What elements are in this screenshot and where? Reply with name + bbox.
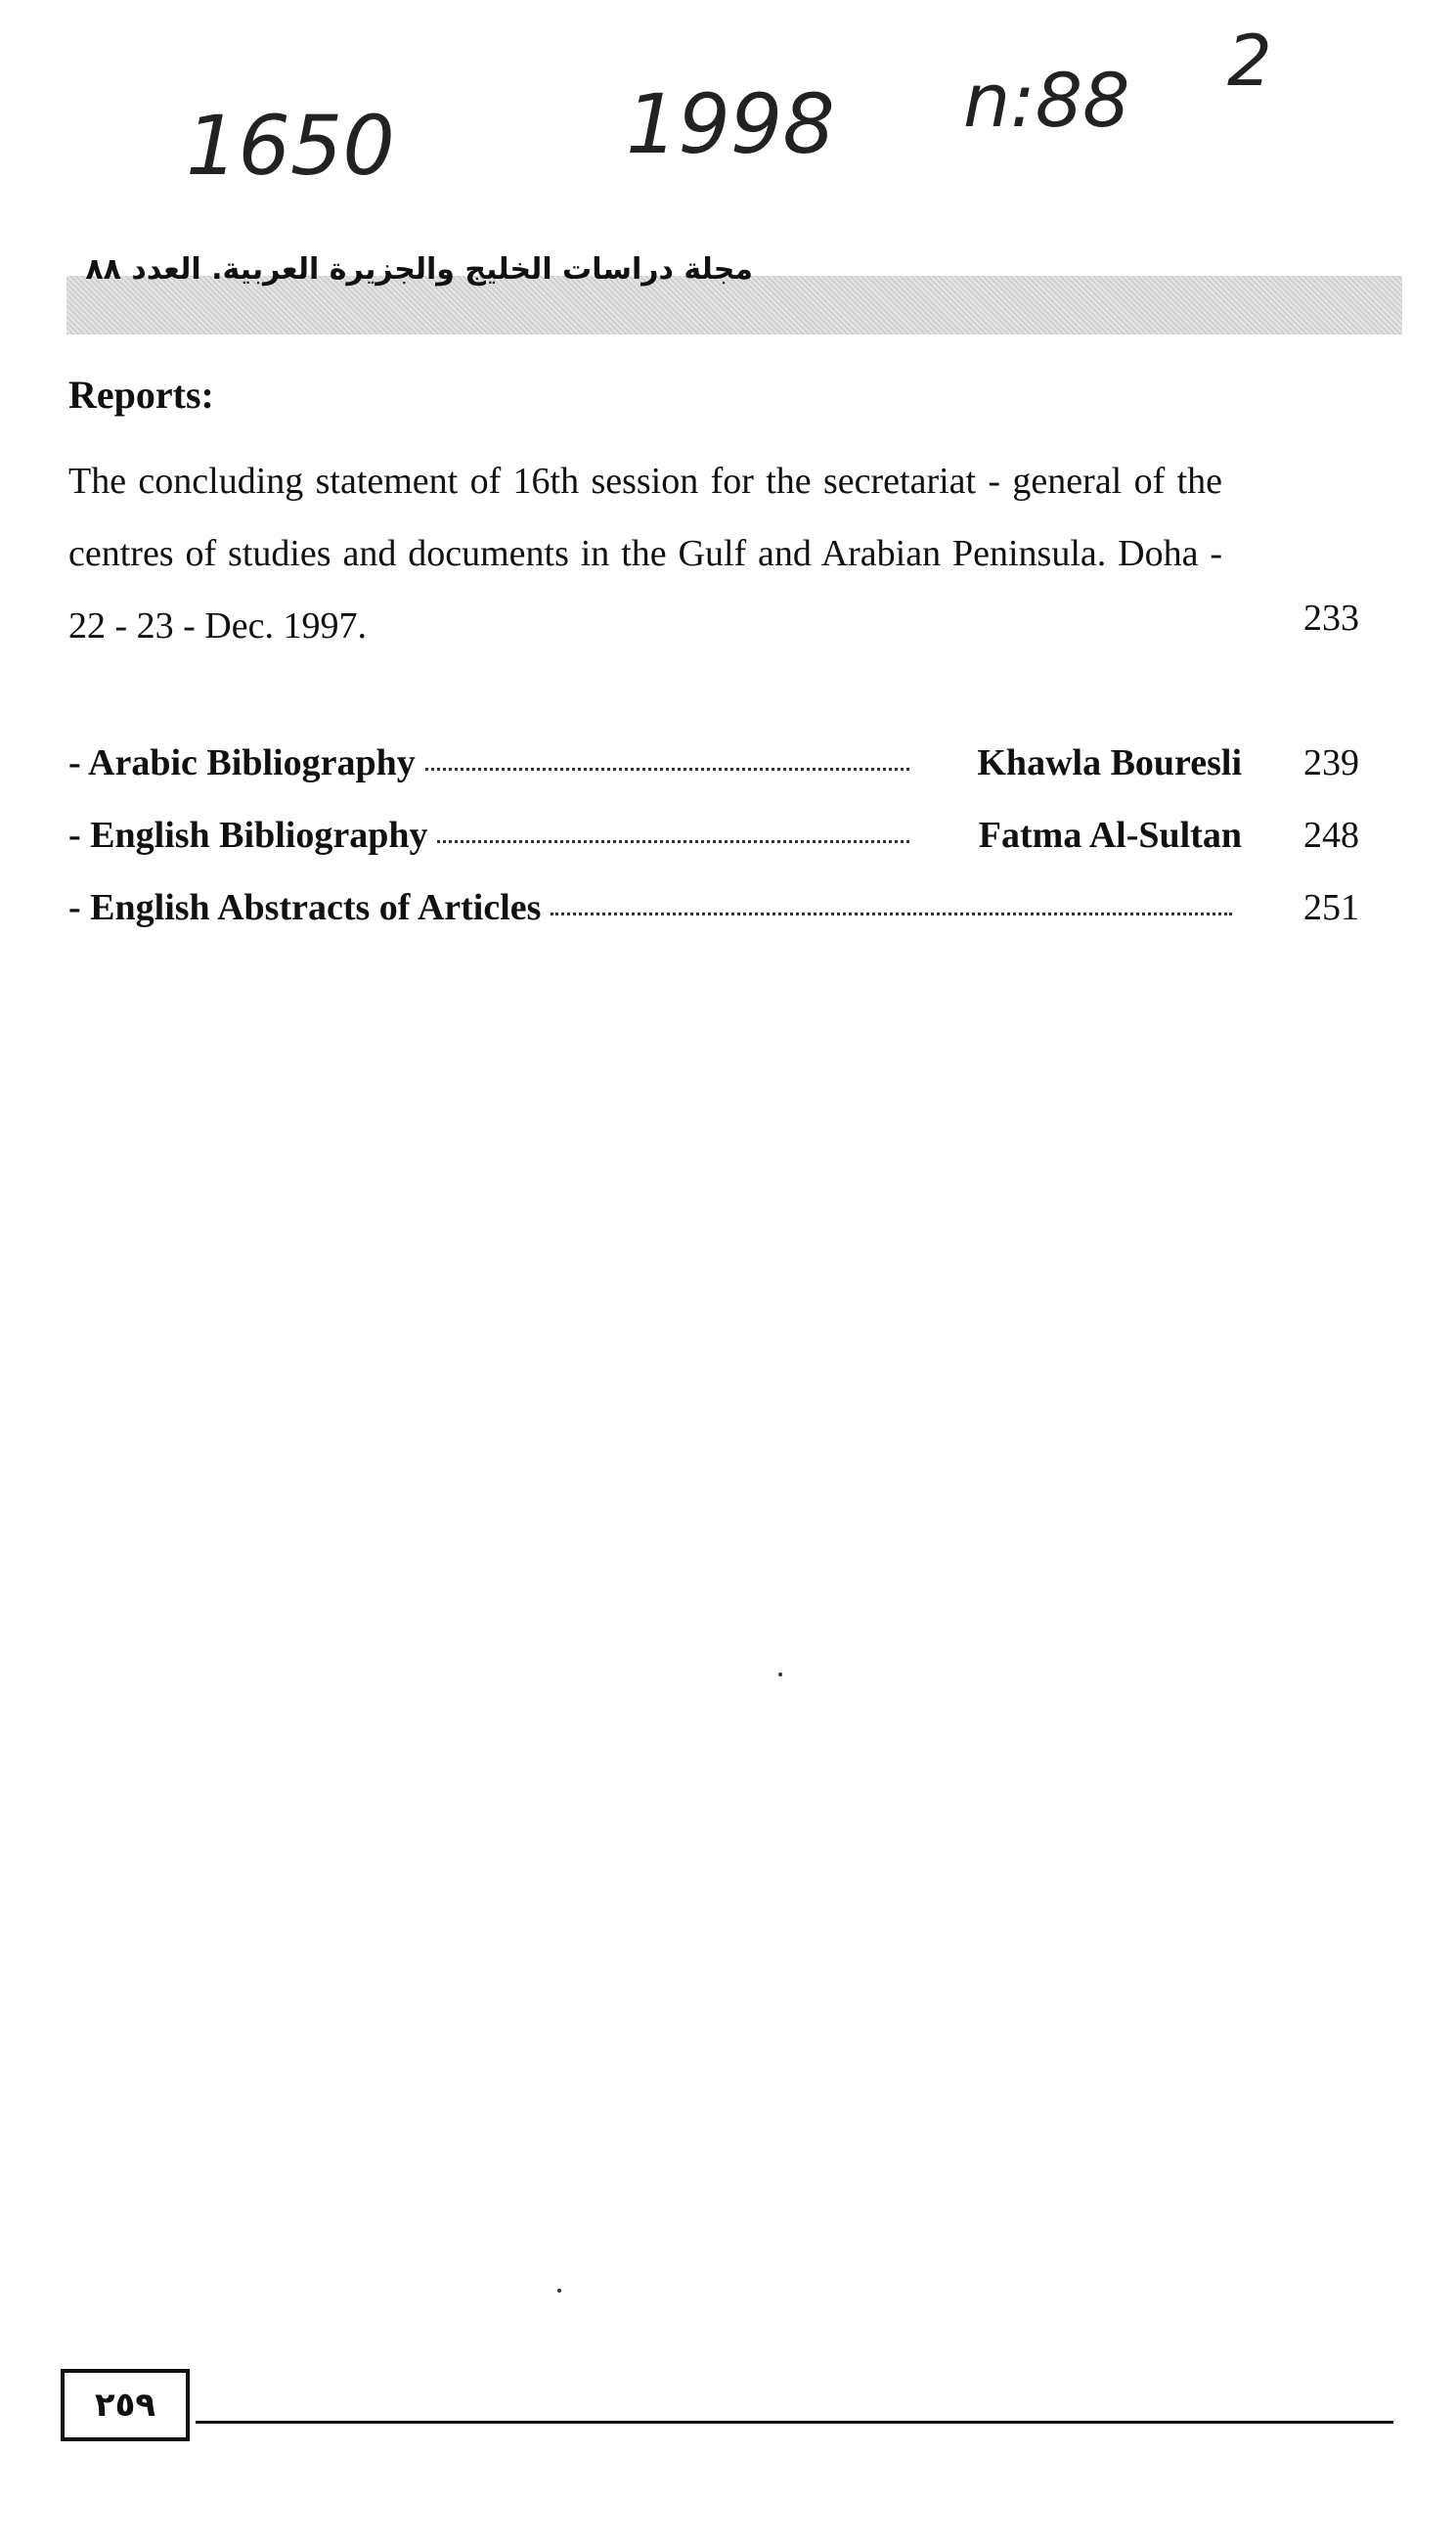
scan-speck	[778, 1673, 782, 1676]
handwritten-mark: 2	[1227, 20, 1272, 102]
reports-heading: Reports:	[68, 373, 214, 417]
leader-dots	[437, 840, 909, 843]
handwritten-issue: n:88	[963, 57, 1130, 144]
toc-author: Khawla Bouresli	[977, 742, 1242, 783]
toc-entry	[68, 814, 1359, 872]
toc-title: - English Abstracts of Articles	[68, 887, 542, 928]
toc-page: 239	[1303, 742, 1359, 783]
toc-entry	[68, 741, 1359, 800]
toc-author: Fatma Al-Sultan	[978, 815, 1242, 856]
toc-entry	[68, 886, 1359, 945]
journal-title: مجلة دراسات الخليج والجزيرة العربية. العدد ٨٨	[85, 252, 753, 287]
toc-title: - Arabic Bibliography	[68, 742, 416, 783]
leader-dots	[425, 768, 909, 771]
toc-page: 248	[1303, 815, 1359, 856]
toc-page: 251	[1303, 887, 1359, 928]
toc-title: - English Bibliography	[68, 815, 428, 856]
page-number: ٢٥٩	[94, 2386, 156, 2425]
handwritten-number: 1650	[186, 98, 395, 194]
footer-rule	[196, 2421, 1393, 2424]
leader-dots	[551, 913, 1232, 915]
scan-speck	[557, 2289, 561, 2293]
reports-page-number: 233	[1303, 598, 1359, 639]
reports-text: The concluding statement of 16th session for the secretariat - general of the centres of studies and documents in the Gulf and Arabian Peninsula. Doha - 22 - 23 - Dec. 1997.	[68, 461, 1222, 647]
page-number-box	[61, 2369, 190, 2441]
handwritten-year: 1998	[626, 76, 835, 172]
